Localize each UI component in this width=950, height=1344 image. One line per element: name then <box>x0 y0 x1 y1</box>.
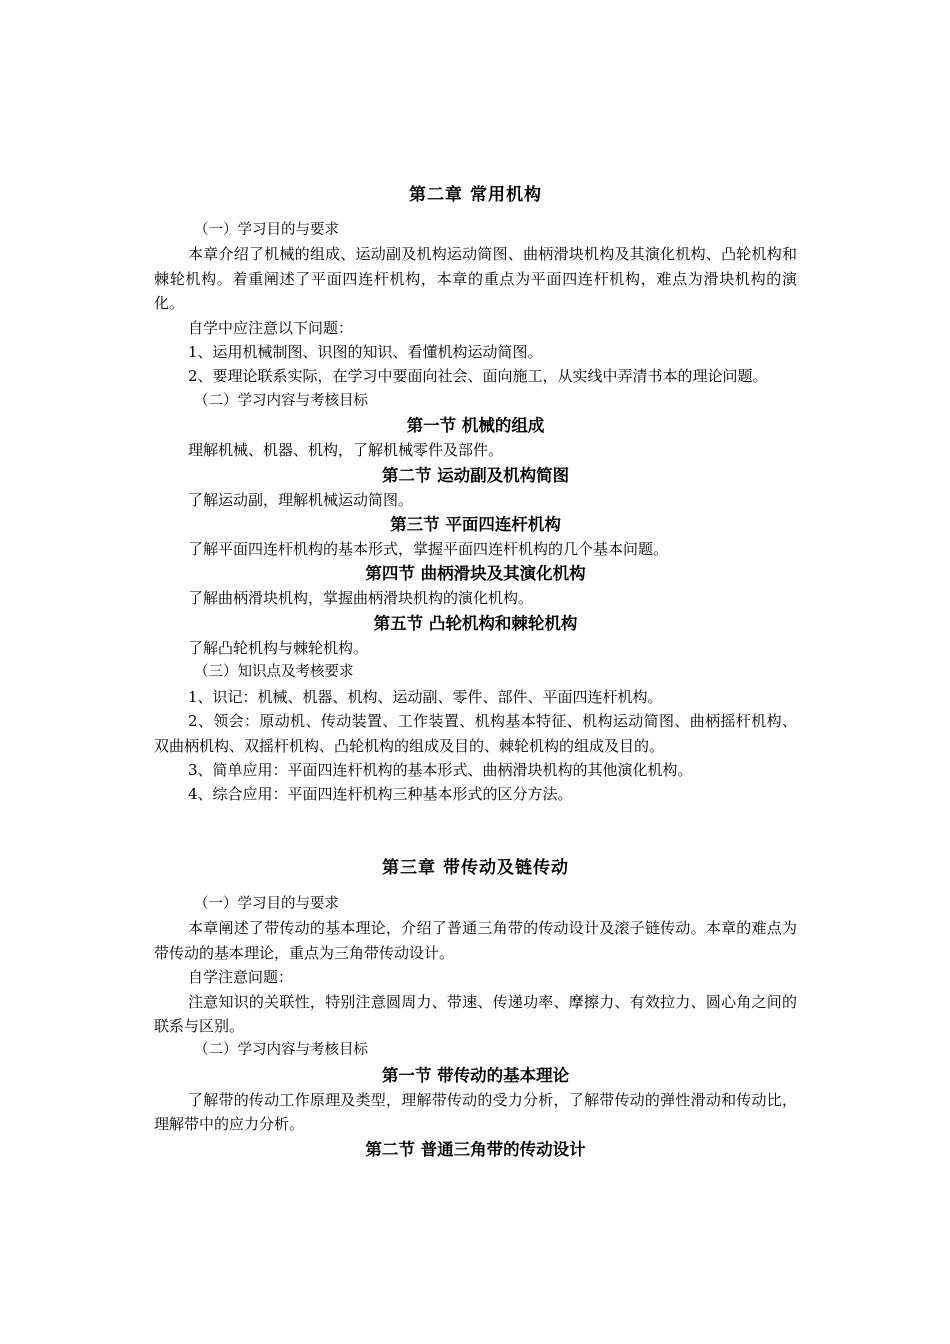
paragraph: 理解机械、机器、机构，了解机械零件及部件。 <box>188 441 504 460</box>
chapter-title: 第三章 带传动及链传动 <box>382 858 569 878</box>
paragraph: 自学中应注意以下问题： <box>188 318 354 337</box>
subheading: （一）学习目的与要求 <box>194 896 339 912</box>
paragraph: 了解运动副，理解机械运动简图。 <box>188 490 414 509</box>
section-title: 第一节 机械的组成 <box>406 416 545 436</box>
subheading: （一）学习目的与要求 <box>194 222 339 238</box>
paragraph: 2、领会：原动机、传动装置、工作装置、机构基本特征、机构运动简图、曲柄摇杆机构、双曲柄机构、双摇杆机构、凸轮机构的组成及目的、棘轮机构的组成及目的。 <box>154 712 797 755</box>
paragraph: 2、要理论联系实际，在学习中要面向社会、面向施工，从实线中弄清书本的理论问题。 <box>188 367 768 386</box>
paragraph: 1、运用机械制图、识图的知识、看懂机构运动简图。 <box>188 343 543 362</box>
chapter-2-body <box>154 218 797 807</box>
paragraph: 了解带的传动工作原理及类型，理解带传动的受力分析，了解带传动的弹性滑动和传动比，理解带中的应力分析。 <box>154 1090 797 1134</box>
paragraph: 本章介绍了机械的组成、运动副及机构运动简图、曲柄滑块机构及其演化机构、凸轮机构和棘轮机构。着重阐述了平面四连杆机构，本章的重点为平面四连杆机构，难点为滑块机构的演化。 <box>154 245 797 313</box>
paragraph: 注意知识的关联性，特别注意圆周力、带速、传递功率、摩擦力、有效拉力、圆心角之间的联系与区别。 <box>154 992 797 1036</box>
subheading: （二）学习内容与考核目标 <box>194 1042 368 1059</box>
chapter-3-body <box>154 892 797 1162</box>
section-title: 第五节 凸轮机构和棘轮机构 <box>373 613 578 633</box>
paragraph: 本章阐述了带传动的基本理论，介绍了普通三角带的传动设计及滚子链传动。本章的难点为带传动的基本理论，重点为三角带传动设计。 <box>154 919 797 962</box>
chapter-title: 第二章 常用机构 <box>409 185 542 205</box>
paragraph: 了解平面四连杆机构的基本形式，掌握平面四连杆机构的几个基本问题。 <box>188 540 669 559</box>
paragraph: 了解曲柄滑块机构，掌握曲柄滑块机构的演化机构。 <box>188 589 534 608</box>
paragraph: 自学注意问题： <box>188 968 294 987</box>
section-title: 第一节 带传动的基本理论 <box>381 1065 570 1085</box>
section-title: 第二节 普通三角带的传动设计 <box>365 1139 586 1159</box>
paragraph: 3、简单应用：平面四连杆机构的基本形式、曲柄滑块机构的其他演化机构。 <box>188 760 693 779</box>
section-title: 第四节 曲柄滑块及其演化机构 <box>365 564 586 584</box>
section-title: 第二节 运动副及机构简图 <box>381 465 570 485</box>
subheading: （二）学习内容与考核目标 <box>194 392 368 409</box>
section-title: 第三节 平面四连杆机构 <box>390 515 561 535</box>
paragraph: 4、综合应用：平面四连杆机构三种基本形式的区分方法。 <box>188 785 573 804</box>
paragraph: 了解凸轮机构与棘轮机构。 <box>188 638 369 657</box>
paragraph: 1、识记：机械、机器、机构、运动副、零件、部件、平面四连杆机构。 <box>188 687 663 706</box>
subheading: （三）知识点及考核要求 <box>194 664 354 681</box>
